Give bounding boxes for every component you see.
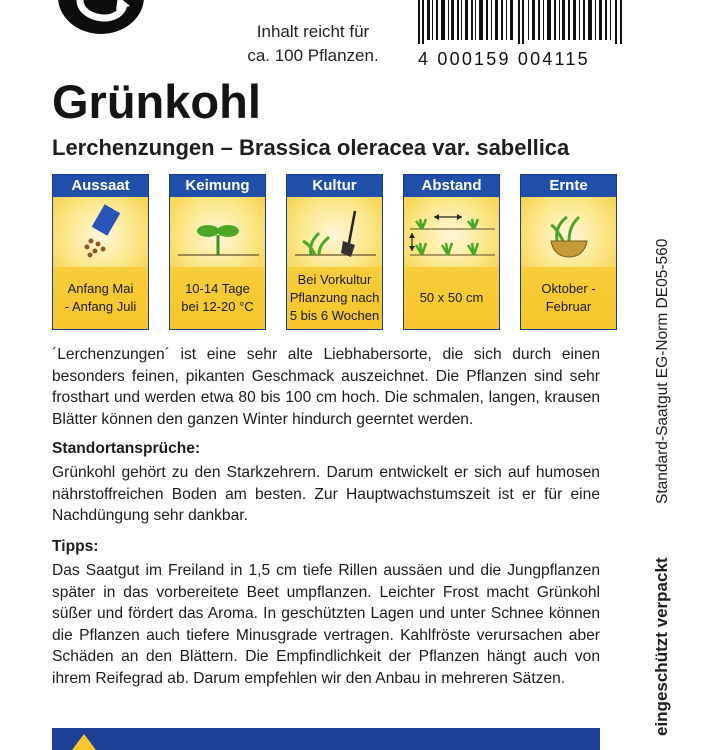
panel-ernte [520,174,617,330]
panel-value-line: 50 x 50 cm [419,290,484,305]
panel-kultur [286,174,383,330]
panel-value-line: - Anfang Juli [64,299,137,314]
panel-aussaat [52,174,149,330]
fill-info-line-1: Inhalt reicht für [256,22,370,41]
standard-seed-label: Standard-Saatgut EG-Norm DE05-560 [654,238,671,504]
panel-value [521,267,616,329]
panel-value-line: Pflanzung nach [289,290,380,305]
panel-value [287,267,382,329]
seed-packet-icon [53,197,148,267]
panel-label: Ernte [521,175,616,197]
panel-value-line: Februar [545,299,592,314]
location-text: Grünkohl gehört zu den Starkzehrern. Darum entwickelt er sich auf humosen nährstoffreichen Boden am besten. Zur Hauptwachstumszeit ist er für eine Nachdüngung sehr dankbar. [52,464,600,524]
tips-text: Das Saatgut im Freiland in 1,5 cm tiefe Rillen aussäen und die Jungpflanzen später in das vorbereitete Beet umpflanzen. Leichter Frost macht Grünkohl süßer und fördert das Aroma. In geschützten Lagen und unter Schnee können die Pflanzen auch tiefere Minusgrade vertragen. Kahlfröste verursachen aber Schäden an den Blättern. Die Empfindlichkeit der Pflanzen hängt auch von ihrem Reifegrad ab. Darum empfehlen wir den Anbau in mehreren Sätzen. [52,562,600,687]
location-heading: Standortansprüche: [52,440,201,457]
info-panels [52,174,616,332]
product-subtitle: Lerchenzungen – Brassica oleracea var. sabellica [52,135,570,160]
fill-info [228,20,398,68]
spade-plant-icon [287,197,382,267]
panel-value-line: 5 bis 6 Wochen [289,308,380,323]
variety-description: ´Lerchenzungen´ ist eine sehr alte Liebhabersorte, die sich durch einen besonders feinen, pikanten Geschmack auszeichnet. Die Pflanzen sind sehr frosthart und werden etwa 80 bis 100 cm hoch. Die schmalen, langen, krausen Blätter können den ganzen Winter hindurch geerntet werden. [52,346,600,428]
panel-label: Kultur [287,175,382,197]
packaging-label: eingeschützt verpackt [652,557,671,736]
panel-value [404,267,499,329]
panel-label: Keimung [170,175,265,197]
fill-info-line-2: ca. 100 Pflanzen. [247,46,379,65]
panel-value [170,267,265,329]
panel-keimung [169,174,266,330]
barcode [418,0,624,44]
panel-abstand [403,174,500,330]
panel-value [53,267,148,329]
tips-heading: Tipps: [52,538,99,555]
panel-value-line: 10-14 Tage [185,281,250,296]
barcode-number: 4 000159 004115 [418,49,590,69]
warning-triangle-icon [72,734,96,750]
panel-value-line: Bei Vorkultur [297,272,372,287]
seedling-icon [170,197,265,267]
brand-logo [58,0,144,34]
spacing-icon [404,197,499,267]
panel-label: Aussaat [53,175,148,197]
panel-value-line: Oktober - [541,281,596,296]
panel-value-line: bei 12-20 °C [181,299,254,314]
panel-value-line: Anfang Mai [67,281,134,296]
harvest-bowl-icon [521,197,616,267]
product-title: Grünkohl [52,75,261,128]
bottom-band [52,728,600,750]
panel-label: Abstand [404,175,499,197]
